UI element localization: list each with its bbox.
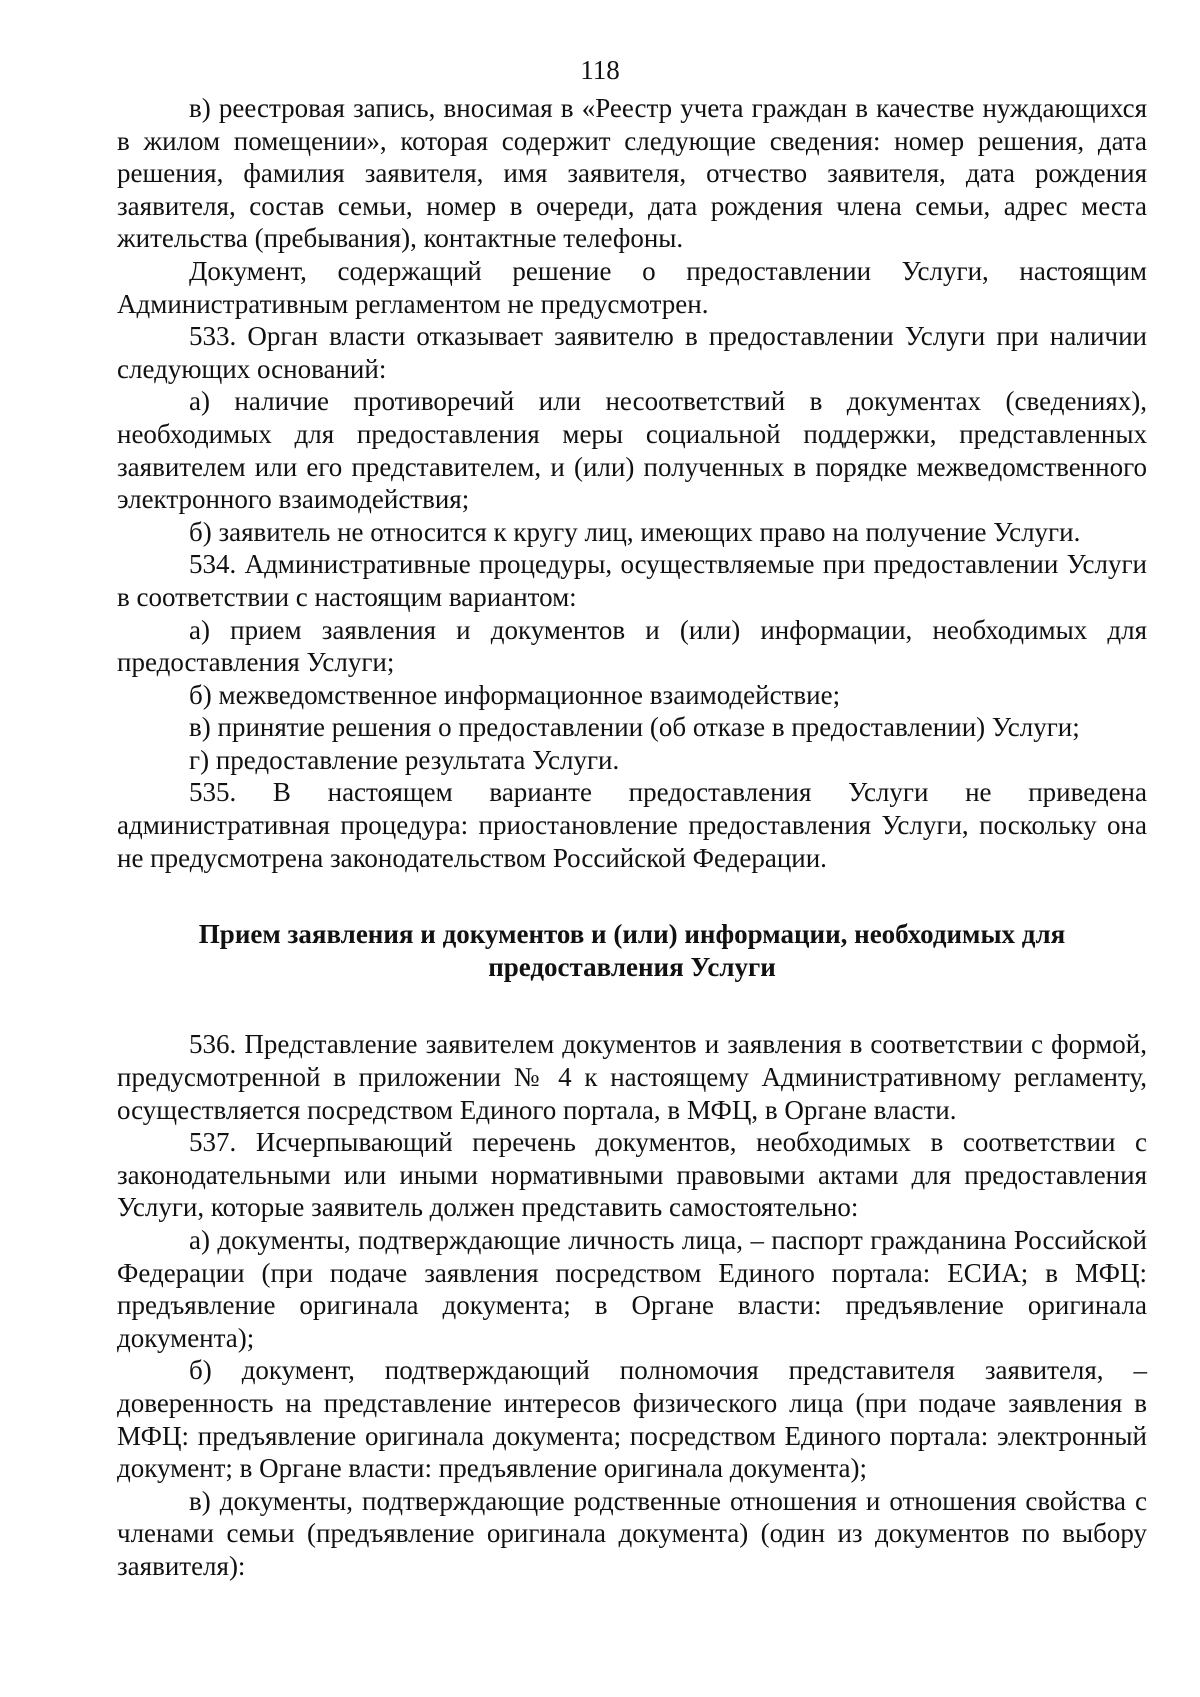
paragraph: Документ, содержащий решение о предоставлении Услуги, настоящим Административным регламентом не предусмотрен. bbox=[117, 255, 1147, 319]
paragraph: 536. Представление заявителем документов и заявления в соответствии с формой, предусмотренной в приложении № 4 к настоящему Административному регламенту, осуществляется посредством Единого портала, в МФЦ, в Органе власти. bbox=[117, 1029, 1147, 1125]
document-body bbox=[117, 92, 1147, 1583]
paragraph: г) предоставление результата Услуги. bbox=[189, 744, 620, 775]
paragraph: а) документы, подтверждающие личность лица, – паспорт гражданина Российской Федерации (при подаче заявления посредством Единого портала: ЕСИА; в МФЦ: предъявление оригинала документа; в Органе власти: предъявление оригинала документа); bbox=[117, 1225, 1147, 1353]
paragraph: в) принятие решения о предоставлении (об отказе в предоставлении) Услуги; bbox=[189, 712, 1080, 743]
paragraph: а) прием заявления и документов и (или) информации, необходимых для предоставления Услуги; bbox=[117, 614, 1147, 678]
paragraph: а) наличие противоречий или несоответствий в документах (сведениях), необходимых для предоставления меры социальной поддержки, представленных заявителем или его представителем, и (или) полученных в порядке межведомственного электронного взаимодействия; bbox=[117, 386, 1147, 515]
paragraph: 533. Орган власти отказывает заявителю в предоставлении Услуги при наличии следующих оснований: bbox=[117, 321, 1147, 384]
paragraph: б) межведомственное информационное взаимодействие; bbox=[189, 679, 841, 710]
paragraph: б) заявитель не относится к кругу лиц, имеющих право на получение Услуги. bbox=[189, 516, 1081, 547]
page-number: 118 bbox=[580, 55, 620, 85]
section-heading: Прием заявления и документов и (или) информации, необходимых для предоставления Услуги bbox=[198, 919, 1066, 982]
paragraph: в) документы, подтверждающие родственные отношения и отношения свойства с членами семьи (предъявление оригинала документа) (один из документов по выбору заявителя): bbox=[117, 1485, 1147, 1581]
paragraph: б) документ, подтверждающий полномочия представителя заявителя, – доверенность на представление интересов физического лица (при подаче заявления в МФЦ: предъявление оригинала документа; посредством Единого портала: электронный документ; в Органе власти: предъявление оригинала документа); bbox=[117, 1355, 1147, 1484]
paragraph: 535. В настоящем варианте предоставления Услуги не приведена административная процедура: приостановление предоставления Услуги, поскольку она не предусмотрена законодательством Российской Федерации. bbox=[117, 777, 1147, 873]
paragraph: в) реестровая запись, вносимая в «Реестр учета граждан в качестве нуждающихся в жилом помещении», которая содержит следующие сведения: номер решения, дата решения, фамилия заявителя, имя заявителя, отчество заявителя, дата рождения заявителя, состав семьи, номер в очереди, дата рождения члена семьи, адрес места жительства (пребывания), контактные телефоны. bbox=[117, 93, 1147, 254]
paragraph: 537. Исчерпывающий перечень документов, необходимых в соответствии с законодательными или иными нормативными правовыми актами для предоставления Услуги, которые заявитель должен представить самостоятельно: bbox=[117, 1127, 1147, 1223]
paragraph: 534. Административные процедуры, осуществляемые при предоставлении Услуги в соответствии с настоящим вариантом: bbox=[117, 549, 1147, 612]
